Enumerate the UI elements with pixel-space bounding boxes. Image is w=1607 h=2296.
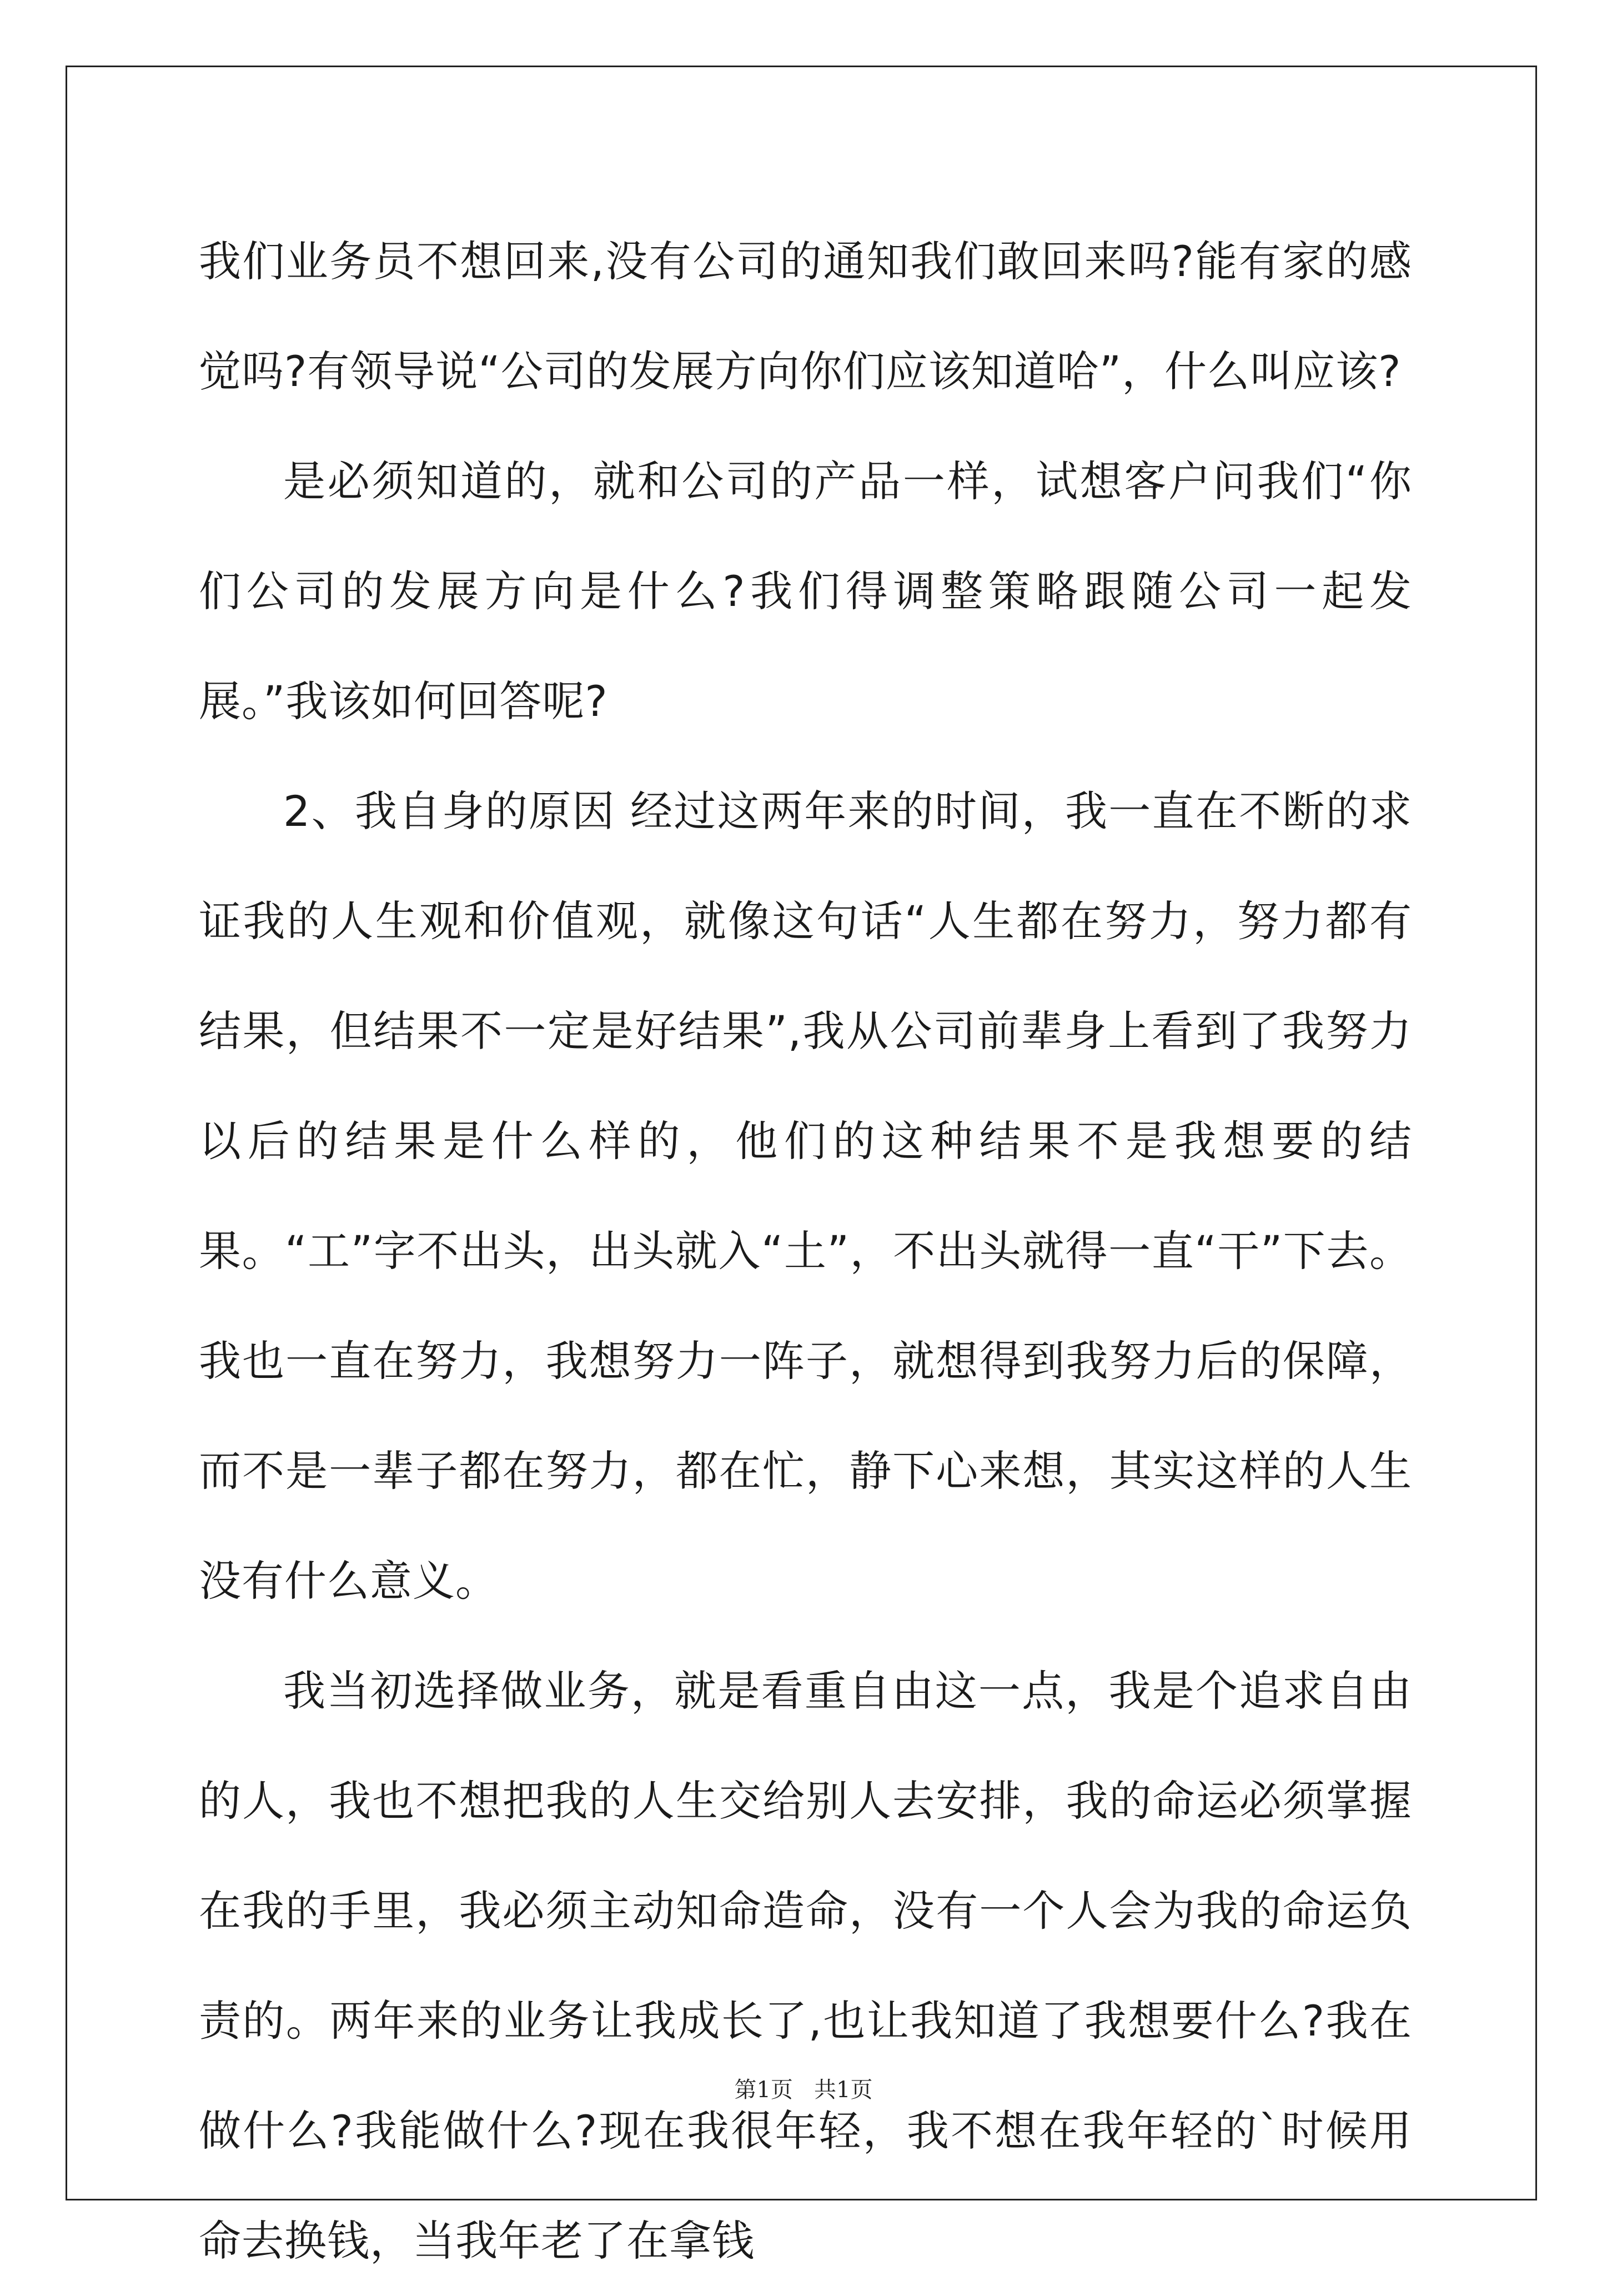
paragraph-1: 我们业务员不想回来,没有公司的通知我们敢回来吗?能有家的感觉吗?有领导说“公司的发展方向你们应该知道哈”，什么叫应该?	[199, 237, 1412, 396]
paragraph-3: 2、我自身的原因 经过这两年来的时间，我一直在不断的求证我的人生观和价值观，就像这句话“人生都在努力，努力都有结果，但结果不一定是好结果”,我从公司前辈身上看到了我努力以后的结果是什么样的，他们的这种结果不是我想要的结果。“工”字不出头，出头就入“土”，不出头就得一直“干”下去。我也一直在努力，我想努力一阵子，就想得到我努力后的保障，而不是一辈子都在努力，都在忙，静下心来想，其实这样的人生没有什么意义。	[199, 786, 1412, 1606]
paragraph-4: 我当初选择做业务，就是看重自由这一点，我是个追求自由的人，我也不想把我的人生交给别人去安排，我的命运必须掌握在我的手里，我必须主动知命造命，没有一个人会为我的命运负责的。两年来的业务让我成长了,也让我知道了我想要什么?我在做什么?我能做什么?现在我很年轻，我不想在我年轻的`时候用命去换钱，当我年老了在拿钱	[199, 1666, 1412, 2265]
document-body	[199, 207, 1412, 2296]
page-number-footer: 第1页 共1页	[734, 2077, 873, 2103]
paragraph-2: 是必须知道的，就和公司的产品一样，试想客户问我们“你们公司的发展方向是什么?我们得调整策略跟随公司一起发展。”我该如何回答呢?	[199, 457, 1412, 726]
